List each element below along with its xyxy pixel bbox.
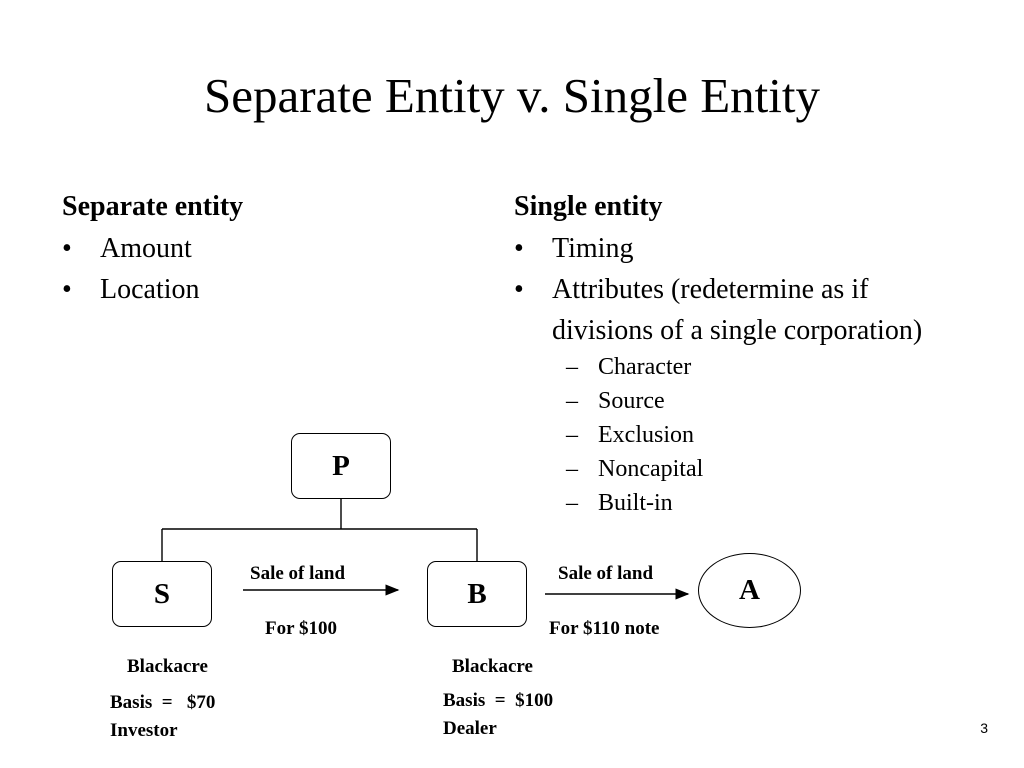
sub-bullet-text: Source	[598, 388, 665, 414]
b-property-label: Blackacre	[452, 656, 533, 677]
bullet-glyph: •	[62, 233, 72, 264]
sale2-bottom-label: For $110 note	[549, 618, 660, 639]
s-basis-label: Basis = $70	[110, 692, 216, 713]
single-entity-heading: Single entity	[514, 191, 663, 222]
bullet-glyph: •	[514, 274, 524, 305]
node-s: S	[112, 561, 212, 627]
sub-bullet-text: Noncapital	[598, 456, 704, 482]
sub-bullet-text: Exclusion	[598, 422, 694, 448]
bullet-text: Amount	[100, 233, 192, 264]
bullet-text-line-1: Attributes (redetermine as if	[552, 274, 869, 305]
dash-glyph: –	[566, 388, 578, 414]
sale2-top-label: Sale of land	[558, 563, 654, 584]
dash-glyph: –	[566, 354, 578, 380]
bullet-glyph: •	[62, 274, 72, 305]
sale1-top-label: Sale of land	[250, 563, 346, 584]
bullet-text: Timing	[552, 233, 634, 264]
s-property-label: Blackacre	[127, 656, 208, 677]
separate-entity-heading: Separate entity	[62, 191, 244, 222]
node-b: B	[427, 561, 527, 627]
sale1-bottom-label: For $100	[265, 618, 337, 639]
sub-bullet-text: Built-in	[598, 490, 673, 516]
dash-glyph: –	[566, 422, 578, 448]
sub-bullet-text: Character	[598, 354, 692, 380]
b-basis-label: Basis = $100	[443, 690, 554, 711]
s-status-label: Investor	[110, 720, 178, 741]
bullet-text-line-2: divisions of a single corporation)	[552, 315, 923, 346]
slide-title: Separate Entity v. Single Entity	[203, 68, 821, 123]
ownership-tree-lines	[162, 498, 477, 561]
bullet-glyph: •	[514, 233, 524, 264]
dash-glyph: –	[566, 456, 578, 482]
dash-glyph: –	[566, 490, 578, 516]
node-a: A	[698, 553, 801, 628]
node-p: P	[291, 433, 391, 499]
b-status-label: Dealer	[443, 718, 497, 739]
page-number: 3	[980, 720, 988, 736]
bullet-text: Location	[100, 274, 200, 305]
